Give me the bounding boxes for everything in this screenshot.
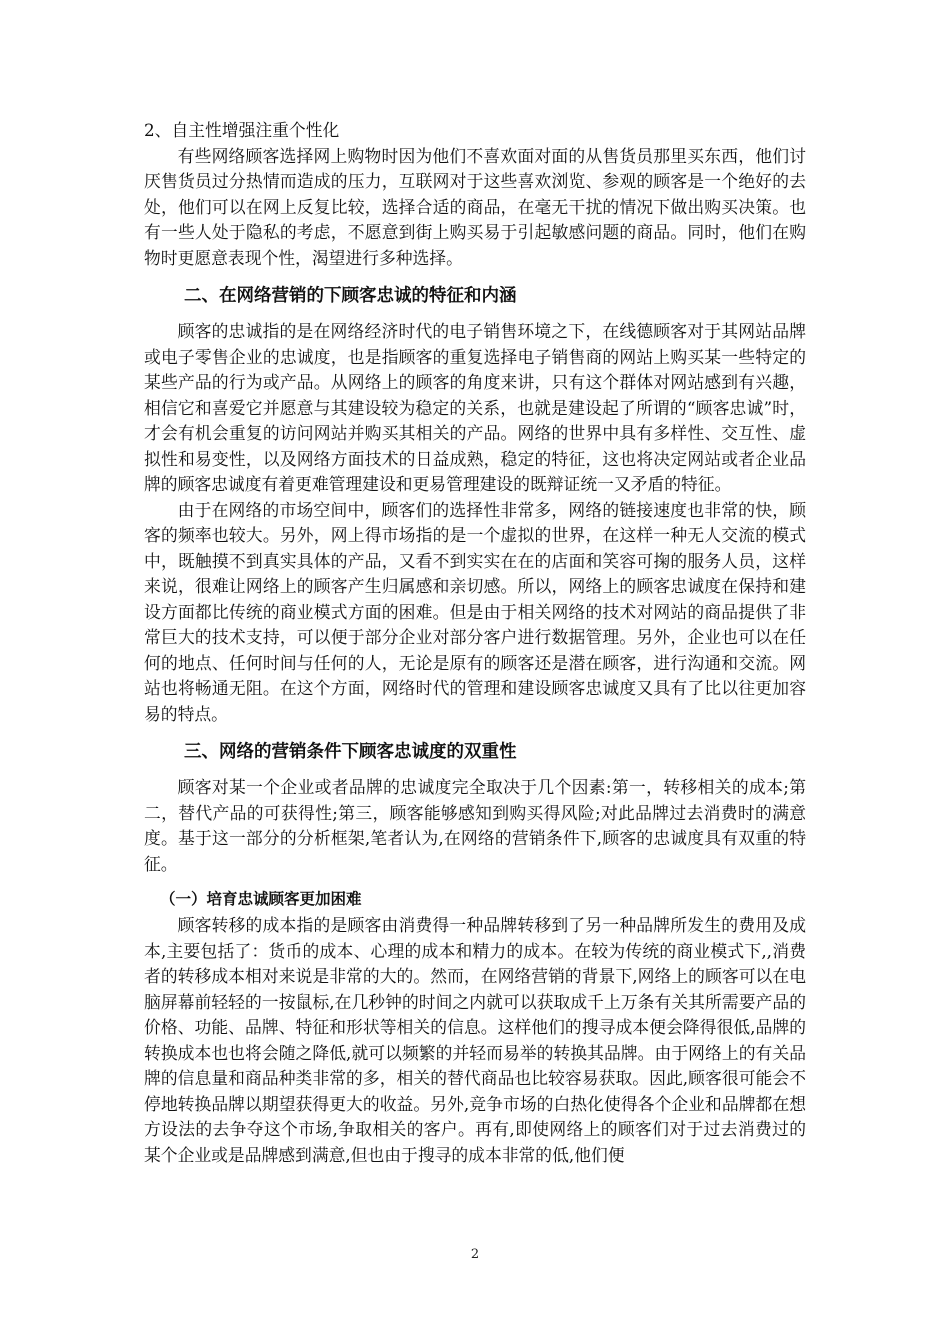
heading-section-2: 二、在网络营销的下顾客忠诚的特征和内涵 bbox=[184, 286, 517, 306]
paragraph-loyalty-factors: 顾客对某一个企业或者品牌的忠诚度完全取决于几个因素:第一，转移相关的成本;第二，替代产品的可获得性;第三，顾客能够感知到购买得风险;对此品牌过去消费时的满意度。基于这一部分的分析框架,笔者认为,在网络的营销条件下,顾客的忠诚度具有双重的特征。 bbox=[144, 777, 806, 874]
page-number: 2 bbox=[470, 1247, 480, 1262]
paragraph-loyalty-difficulty: 由于在网络的市场空间中，顾客们的选择性非常多，网络的链接速度也非常的快，顾客的频率也较大。另外，网上得市场指的是一个虚拟的世界，在这样一种无人交流的模式中，既触摸不到真实具体的产品，又看不到实实在在的店面和笑容可掬的服务人员，这样来说，很难让网络上的顾客产生归属感和亲切感。所以，网络上的顾客忠诚度在保持和建设方面都比传统的商业模式方面的困难。但是由于相关网络的技术对网站的商品提供了非常巨大的技术支持，可以便于部分企业对部分客户进行数据管理。另外，企业也可以在任何的地点、任何时间与任何的人，无论是原有的顾客还是潜在顾客，进行沟通和交流。网站也将畅通无阻。在这个方面，网络时代的管理和建设顾客忠诚度又具有了比以往更加容易的特点。 bbox=[144, 499, 806, 724]
subheading-personalization: 2、自主性增强注重个性化 bbox=[144, 120, 340, 140]
subheading-harder-to-cultivate: （一）培育忠诚顾客更加困难 bbox=[160, 890, 362, 908]
heading-section-3: 三、网络的营销条件下顾客忠诚度的双重性 bbox=[184, 742, 517, 762]
paragraph-switching-cost: 顾客转移的成本指的是顾客由消费得一种品牌转移到了另一种品牌所发生的费用及成本,主要包括了：货币的成本、心理的成本和精力的成本。在较为传统的商业模式下,,消费者的转移成本相对来说是非常的大的。然而，在网络营销的背景下,网络上的顾客可以在电脑屏幕前轻轻的一按鼠标,在几秒钟的时间之内就可以获取成千上万条有关其所需要产品的价格、功能、品牌、特征和形状等相关的信息。这样他们的搜寻成本便会降得很低,品牌的转换成本也也将会随之降低,就可以频繁的并轻而易举的转换其品牌。由于网络上的有关品牌的信息量和商品种类非常的多，相关的替代商品也比较容易获取。因此,顾客很可能会不停地转换品牌以期望获得更大的收益。另外,竞争市场的白热化使得各个企业和品牌都在想方设法的去争夺这个市场,争取相关的客户。再有,即使网络上的顾客们对于过去消费过的某个企业或是品牌感到满意,但也由于搜寻的成本非常的低,他们便 bbox=[144, 915, 806, 1165]
document-body bbox=[144, 118, 806, 1168]
paragraph-personalization: 有些网络顾客选择网上购物时因为他们不喜欢面对面的从售货员那里买东西，他们讨厌售货员过分热情而造成的压力，互联网对于这些喜欢浏览、参观的顾客是一个绝好的去处，他们可以在网上反复比较，选择合适的商品，在毫无干扰的情况下做出购买决策。也有一些人处于隐私的考虑，不愿意到街上购买易于引起敏感问题的商品。同时，他们在购物时更愿意表现个性，渴望进行多种选择。 bbox=[144, 145, 806, 268]
paragraph-loyalty-definition: 顾客的忠诚指的是在网络经济时代的电子销售环境之下，在线德顾客对于其网站品牌或电子零售企业的忠诚度，也是指顾客的重复选择电子销售商的网站上购买某一些特定的某些产品的行为或产品。从网络上的顾客的角度来讲，只有这个群体对网站感到有兴趣，相信它和喜爱它并愿意与其建设较为稳定的关系，也就是建设起了所谓的“顾客忠诚”时，才会有机会重复的访问网站并购买其相关的产品。网络的世界中具有多样性、交互性、虚拟性和易变性，以及网络方面技术的日益成熟，稳定的特征，这也将决定网站或者企业品牌的顾客忠诚度有着更难管理建设和更易管理建设的既辩证统一又矛盾的特征。 bbox=[144, 321, 806, 494]
